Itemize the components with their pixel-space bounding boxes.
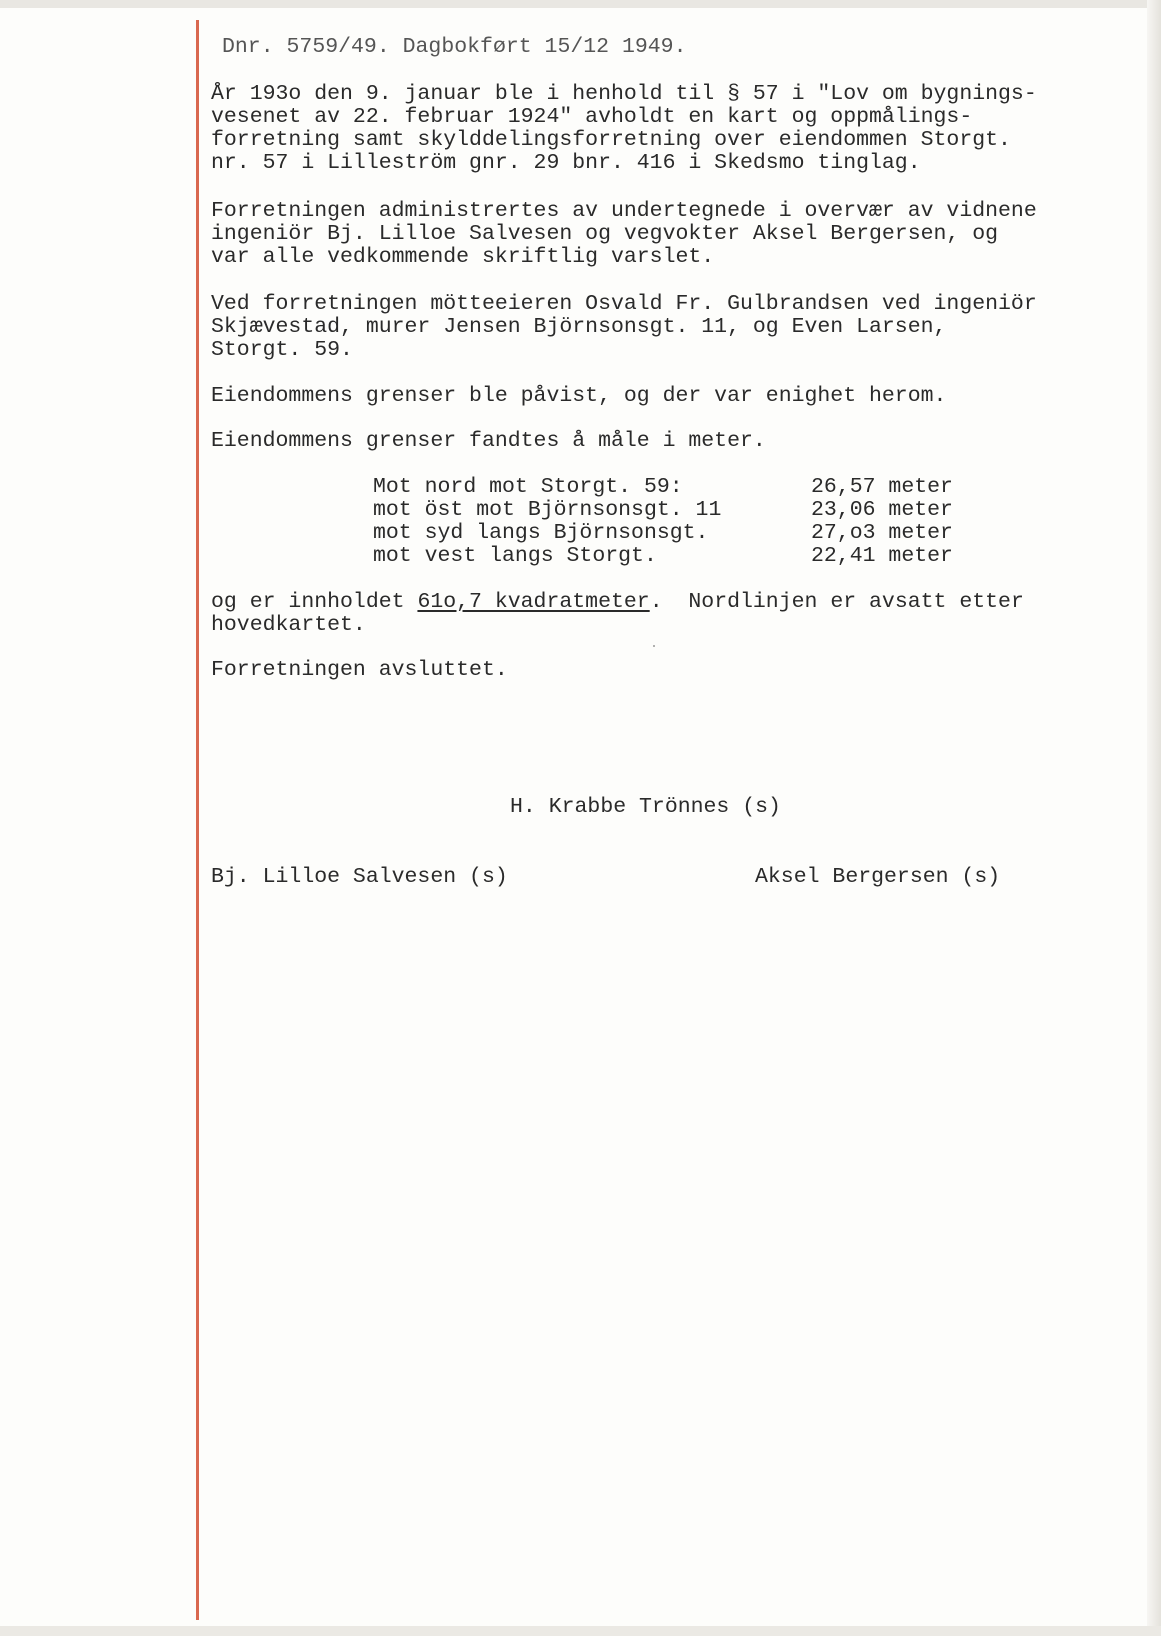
paragraph-closing: Forretningen avsluttet. [211,658,508,682]
paragraph-administration: Forretningen administrertes av undertegnede i overvær av vidnene ingeniör Bj. Lilloe Salvesen og vegvokter Aksel Bergersen, og var alle vedkommende skriftlig varslet. [211,199,1037,269]
measurement-label: mot syd langs Björnsonsgt. [373,521,709,545]
paragraph-attendance: Ved forretningen mötteeieren Osvald Fr. Gulbrandsen ved ingeniör Skjævestad, murer Jensen Björnsonsgt. 11, og Even Larsen, Storgt. 59. [211,292,1037,362]
scan-edge-top [0,0,1161,8]
signature-witness-left: Bj. Lilloe Salvesen (s) [211,865,508,889]
paragraph-intro: År 193o den 9. januar ble i henhold til § 57 i "Lov om bygnings- vesenet av 22. februar 1924" avholdt en kart og oppmålings- forretning samt skylddelingsforretning over eiendommen Storgt. nr. 57 i Lilleström gnr. 29 bnr. 416 i Skedsmo tinglag. [211,82,1037,175]
scan-edge-right [1147,0,1161,1636]
measurement-value: 23,06 meter [811,498,953,522]
area-prefix: og er innholdet [211,590,418,614]
paper-speck [653,645,655,647]
paragraph-area [211,591,1024,637]
measurement-value: 27,o3 meter [811,521,953,545]
measurement-value: 22,41 meter [811,544,953,568]
signature-witness-right: Aksel Bergersen (s) [755,865,1001,889]
measurement-label: mot vest langs Storgt. [373,544,657,568]
area-suffix: . Nordlinjen er avsatt etter hovedkartet. [211,590,1024,637]
measurement-label: mot öst mot Björnsonsgt. 11 [373,498,722,522]
signature-officer: H. Krabbe Trönnes (s) [510,795,781,819]
paragraph-boundaries-shown: Eiendommens grenser ble påvist, og der var enighet herom. [211,384,947,408]
paragraph-boundaries-measured: Eiendommens grenser fandtes å måle i meter. [211,429,766,453]
document-header: Dnr. 5759/49. Dagbokført 15/12 1949. [222,35,687,59]
scan-edge-bottom [0,1626,1161,1636]
area-value: 61o,7 kvadratmeter [417,590,650,614]
measurement-label: Mot nord mot Storgt. 59: [373,475,683,499]
measurement-value: 26,57 meter [811,475,953,499]
red-margin-line [196,20,199,1620]
